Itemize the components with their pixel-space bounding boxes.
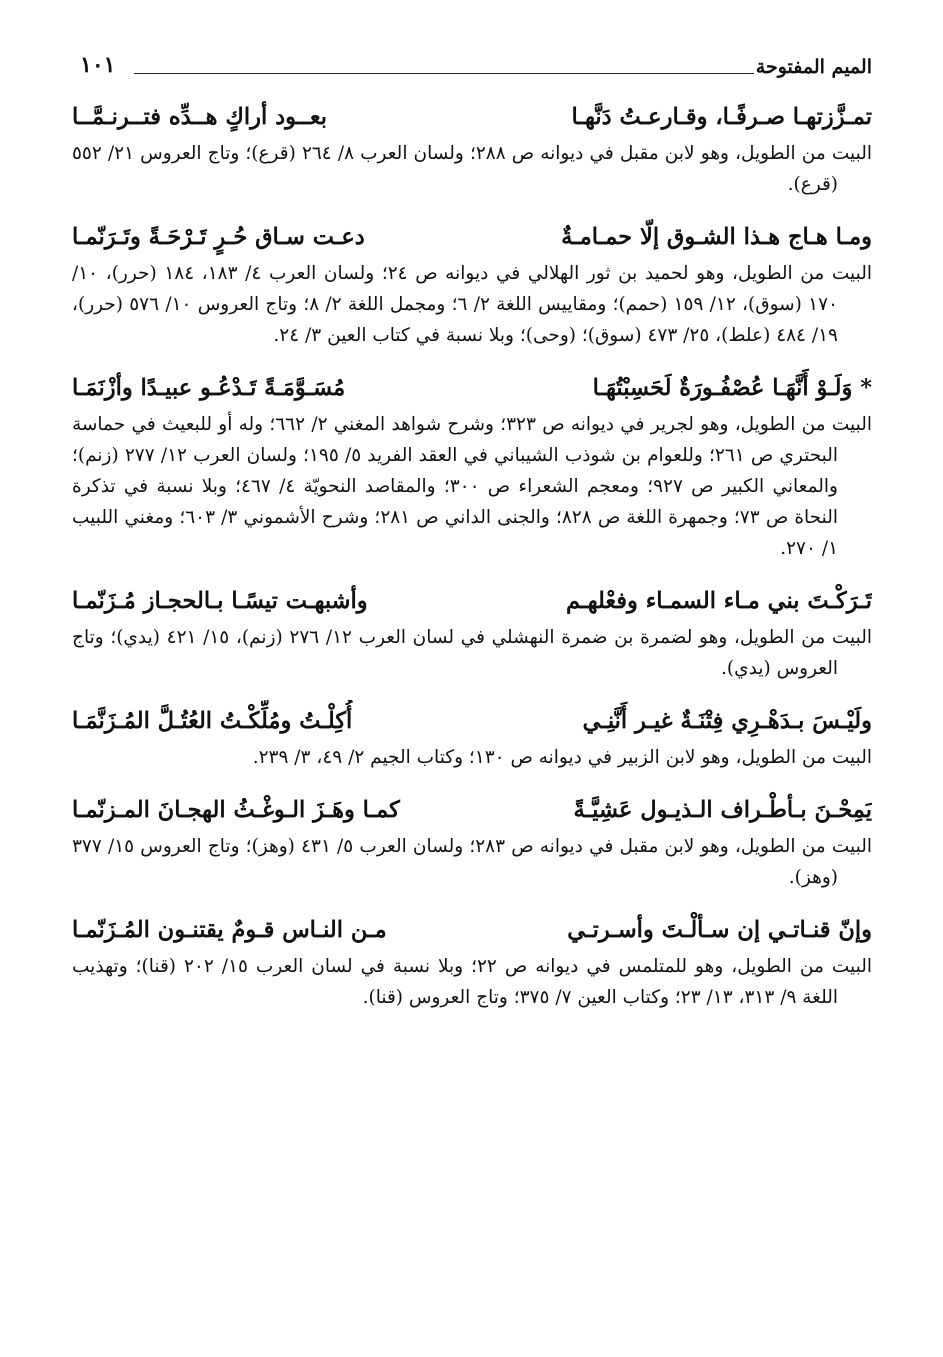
header-rule: [134, 73, 754, 74]
verse-first-hemistich: ولَيْـسَ بـدَهْـرِي فِتْنَـةٌ غيـر أَنَّنِـي: [582, 708, 872, 734]
verse-commentary: البيت من الطويل، وهو لجرير في ديوانه ص ٣٢٣؛ وشرح شواهد المغني ٢/ ٦٦٢؛ وله أو للبعيث في حماسة البحتري ص ٢٦١؛ وللعوام بن شوذب الشيباني في العقد الفريد ٥/ ١٩٥؛ ولسان العرب ١٢/ ٢٧٧ (زنم)؛ والمعاني الكبير ص ٩٢٧؛ ومعجم الشعراء ص ٣٠٠؛ والمقاصد النحويّة ٤/ ٤٦٧؛ وبلا نسبة في تذكرة النحاة ص ٧٣؛ وجمهرة اللغة ص ٨٢٨؛ والجنى الداني ص ٢٨١؛ وشرح الأشموني ٣/ ٦٠٣؛ ومغني اللبيب ١/ ٢٧٠.: [72, 414, 872, 559]
verse-first-hemistich: تمـزَّزتهـا صـرفًـا، وقـارعـتُ دَنَّهـا: [571, 104, 872, 130]
verse-line: [72, 367, 872, 409]
verse-commentary: البيت من الطويل، وهو للمتلمس في ديوانه ص ٢٢؛ وبلا نسبة في لسان العرب ١٥/ ٢٠٢ (قنا)؛ وتهذيب اللغة ٩/ ٣١٣، ١٣/ ٢٣؛ وكتاب العين ٧/ ٣٧٥؛ وتاج العروس (قنا).: [72, 956, 872, 1008]
verse-second-hemistich: وأشبهـت تيسًـا بـالحجـاز مُـزَنّمـا: [72, 588, 368, 614]
verse-commentary: البيت من الطويل، وهو لابن مقبل في ديوانه ص ٢٨٣؛ ولسان العرب ٥/ ٤٣١ (وهز)؛ وتاج العروس ١٥/ ٣٧٧ (وهز).: [72, 836, 872, 888]
chapter-title: الميم المفتوحة: [755, 56, 872, 78]
verse-entry-7: [72, 909, 872, 1013]
verse-second-hemistich: بعــود أراكٍ هــدِّه فتــرنـمَّــا: [72, 104, 328, 130]
verse-first-hemistich: يَمِحْـنَ بـأطْـراف الـذيـول عَشِيَّـةً: [573, 797, 872, 823]
verse-first-hemistich: وإنّ قنـاتـي إن سـألْـتَ وأسـرتـي: [567, 917, 872, 943]
verse-commentary: البيت من الطويل، وهو لابن مقبل في ديوانه ص ٢٨٨؛ ولسان العرب ٨/ ٢٦٤ (قرع)؛ وتاج العروس ٢١/ ٥٥٢ (قرع).: [72, 143, 872, 195]
verse-line: [72, 580, 872, 622]
verse-second-hemistich: دعـت سـاق حُـرٍ تَـرْحَـةً وتَـرَنّمـا: [72, 224, 365, 250]
verse-entry-1: [72, 96, 872, 200]
verse-second-hemistich: مُسَـوَّمَـةً تَـدْعُـو عبيـدًا وأزْنَمَـا: [72, 375, 346, 401]
verse-entry-4: [72, 580, 872, 684]
verse-line: [72, 96, 872, 138]
verse-first-hemistich: * وَلَـوْ أَنَّهَـا عُصْفُـورَةٌ لَحَسِبْتُهَـا: [592, 375, 872, 401]
verse-first-hemistich: تَـرَكْـتَ بني مـاء السمـاء وفعْلهـم: [566, 588, 872, 614]
verse-second-hemistich: كمـا وهَـزَ الـوغْـثُ الهجـانَ المـزنّمـا: [72, 797, 400, 823]
verse-first-hemistich: ومـا هـاج هـذا الشـوق إلّا حمـامـةٌ: [561, 224, 872, 250]
verse-commentary: البيت من الطويل، وهو لحميد بن ثور الهلالي في ديوانه ص ٢٤؛ ولسان العرب ٤/ ١٨٣، ١٨٤ (حرر)، ١٠/ ١٧٠ (سوق)، ١٢/ ١٥٩ (حمم)؛ ومقاييس اللغة ٢/ ٦؛ ومجمل اللغة ٢/ ٨؛ وتاج العروس ١٠/ ٥٧٦ (حرر)، ١٩/ ٤٨٤ (علط)، ٢٥/ ٤٧٣ (سوق)؛ (وحى)؛ وبلا نسبة في كتاب العين ٣/ ٢٤.: [72, 263, 872, 346]
page-number: ١٠١: [80, 52, 116, 78]
verse-line: [72, 216, 872, 258]
document-page: [72, 40, 872, 1029]
verse-second-hemistich: أُكِلْـتُ ومُلِّكْـتُ العُتُـلَّ المُـزَنَّمَـا: [72, 708, 353, 734]
verse-commentary: البيت من الطويل، وهو لابن الزبير في ديوانه ص ١٣٠؛ وكتاب الجيم ٢/ ٤٩، ٣/ ٢٣٩.: [252, 747, 872, 768]
verse-commentary: البيت من الطويل، وهو لضمرة بن ضمرة النهشلي في لسان العرب ١٢/ ٢٧٦ (زنم)، ١٥/ ٤٢١ (يدي)؛ وتاج العروس (يدي).: [72, 627, 872, 679]
page-header: [72, 40, 872, 96]
verse-line: [72, 789, 872, 831]
verse-entry-6: [72, 789, 872, 893]
verse-line: [72, 909, 872, 951]
verse-second-hemistich: مـن النـاس قـومٌ يقتنـون المُـزَنّمـا: [72, 917, 387, 943]
verse-entry-3: [72, 367, 872, 564]
verse-entry-2: [72, 216, 872, 351]
verse-line: [72, 700, 872, 742]
verse-entry-5: [72, 700, 872, 773]
